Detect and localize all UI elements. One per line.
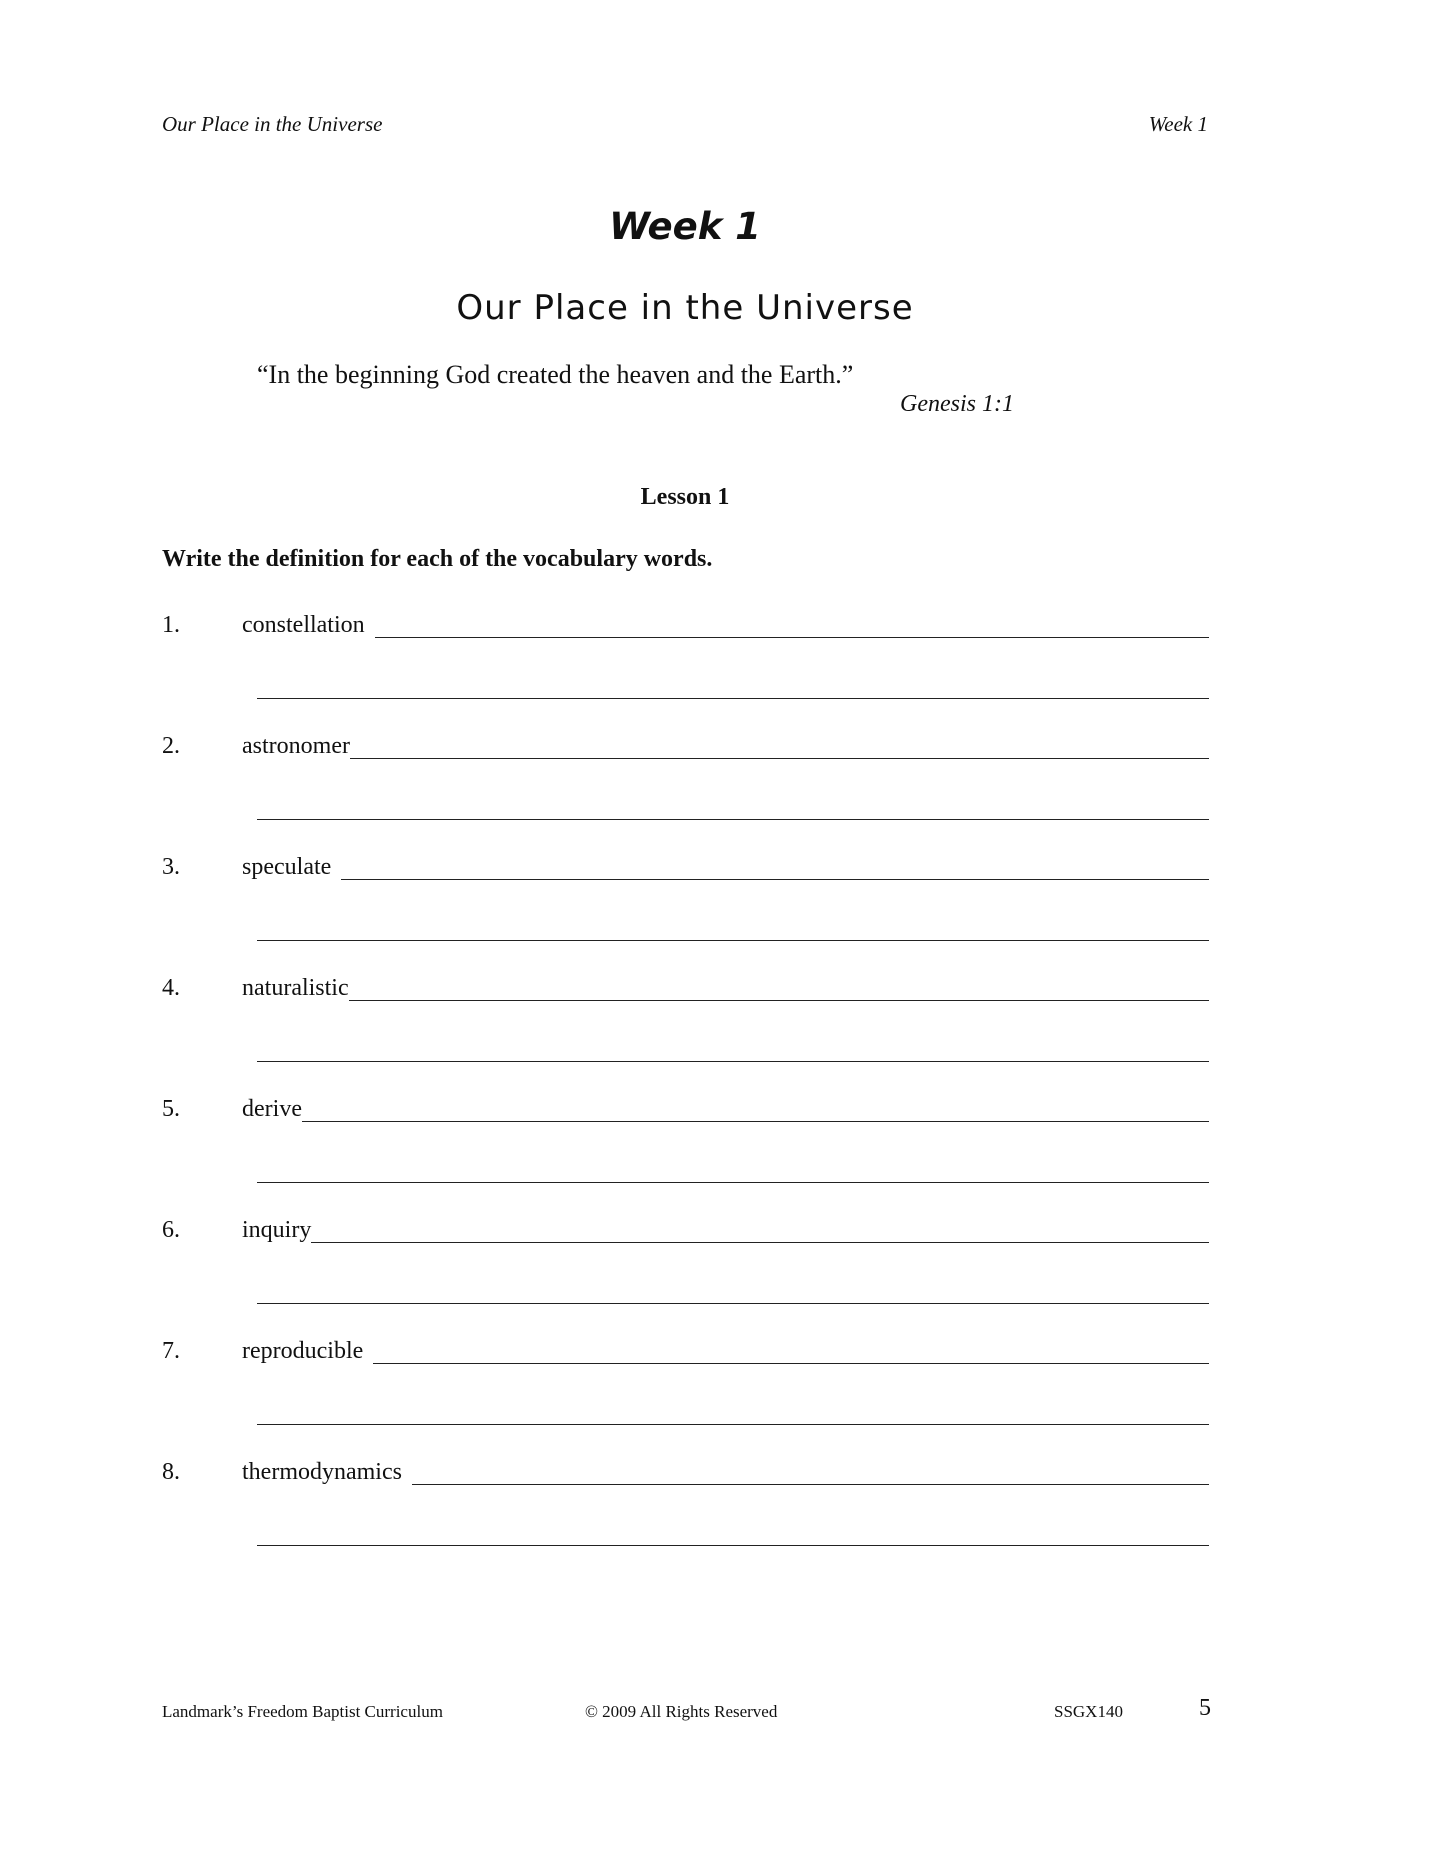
definition-line-continued[interactable]	[257, 1424, 1209, 1425]
vocab-word: inquiry	[242, 1217, 312, 1243]
footer-copyright: © 2009 All Rights Reserved	[585, 1702, 778, 1721]
vocab-item	[162, 1330, 1209, 1450]
footer-code: SSGX140	[1054, 1702, 1123, 1721]
page-number: 5	[1199, 1695, 1211, 1721]
vocab-word: reproducible	[242, 1338, 364, 1364]
vocab-word: speculate	[242, 854, 332, 880]
vocab-word: astronomer	[242, 733, 350, 759]
vocab-word: naturalistic	[242, 975, 349, 1001]
definition-line[interactable]	[311, 1216, 1209, 1243]
definition-line-continued[interactable]	[257, 1545, 1209, 1546]
vocab-item	[162, 1088, 1209, 1208]
vocab-number: 6.	[162, 1217, 180, 1243]
definition-line[interactable]	[412, 1458, 1209, 1485]
unit-title: Our Place in the Universe	[456, 288, 914, 328]
vocab-number: 2.	[162, 733, 180, 759]
vocab-item	[162, 846, 1209, 966]
definition-line-continued[interactable]	[257, 698, 1209, 699]
vocab-number: 1.	[162, 612, 180, 638]
vocab-word: thermodynamics	[242, 1459, 402, 1485]
definition-line-continued[interactable]	[257, 1061, 1209, 1062]
vocab-number: 4.	[162, 975, 180, 1001]
vocab-number: 8.	[162, 1459, 180, 1485]
vocab-word: derive	[242, 1096, 302, 1122]
definition-line-continued[interactable]	[257, 819, 1209, 820]
running-header-week: Week 1	[1148, 112, 1208, 136]
lesson-heading: Lesson 1	[640, 484, 730, 510]
week-title: Week 1	[609, 205, 761, 248]
definition-line-continued[interactable]	[257, 1182, 1209, 1183]
definition-line[interactable]	[302, 1095, 1209, 1122]
vocab-item	[162, 725, 1209, 845]
vocab-item	[162, 967, 1209, 1087]
vocab-word: constellation	[242, 612, 365, 638]
definition-line-continued[interactable]	[257, 1303, 1209, 1304]
definition-line[interactable]	[350, 732, 1209, 759]
running-header-title: Our Place in the Universe	[162, 112, 383, 136]
vocab-item	[162, 1209, 1209, 1329]
instructions: Write the definition for each of the vocabulary words.	[162, 546, 713, 572]
definition-line[interactable]	[349, 974, 1209, 1001]
footer-publisher: Landmark’s Freedom Baptist Curriculum	[162, 1702, 443, 1721]
definition-line[interactable]	[341, 853, 1209, 880]
definition-line[interactable]	[373, 1337, 1209, 1364]
scripture-reference: Genesis 1:1	[900, 391, 1014, 417]
vocab-number: 3.	[162, 854, 180, 880]
vocab-number: 7.	[162, 1338, 180, 1364]
vocab-number: 5.	[162, 1096, 180, 1122]
vocab-item	[162, 604, 1209, 724]
definition-line[interactable]	[375, 611, 1209, 638]
scripture-verse: “In the beginning God created the heaven and the Earth.”	[257, 360, 854, 389]
definition-line-continued[interactable]	[257, 940, 1209, 941]
vocab-item	[162, 1451, 1209, 1571]
